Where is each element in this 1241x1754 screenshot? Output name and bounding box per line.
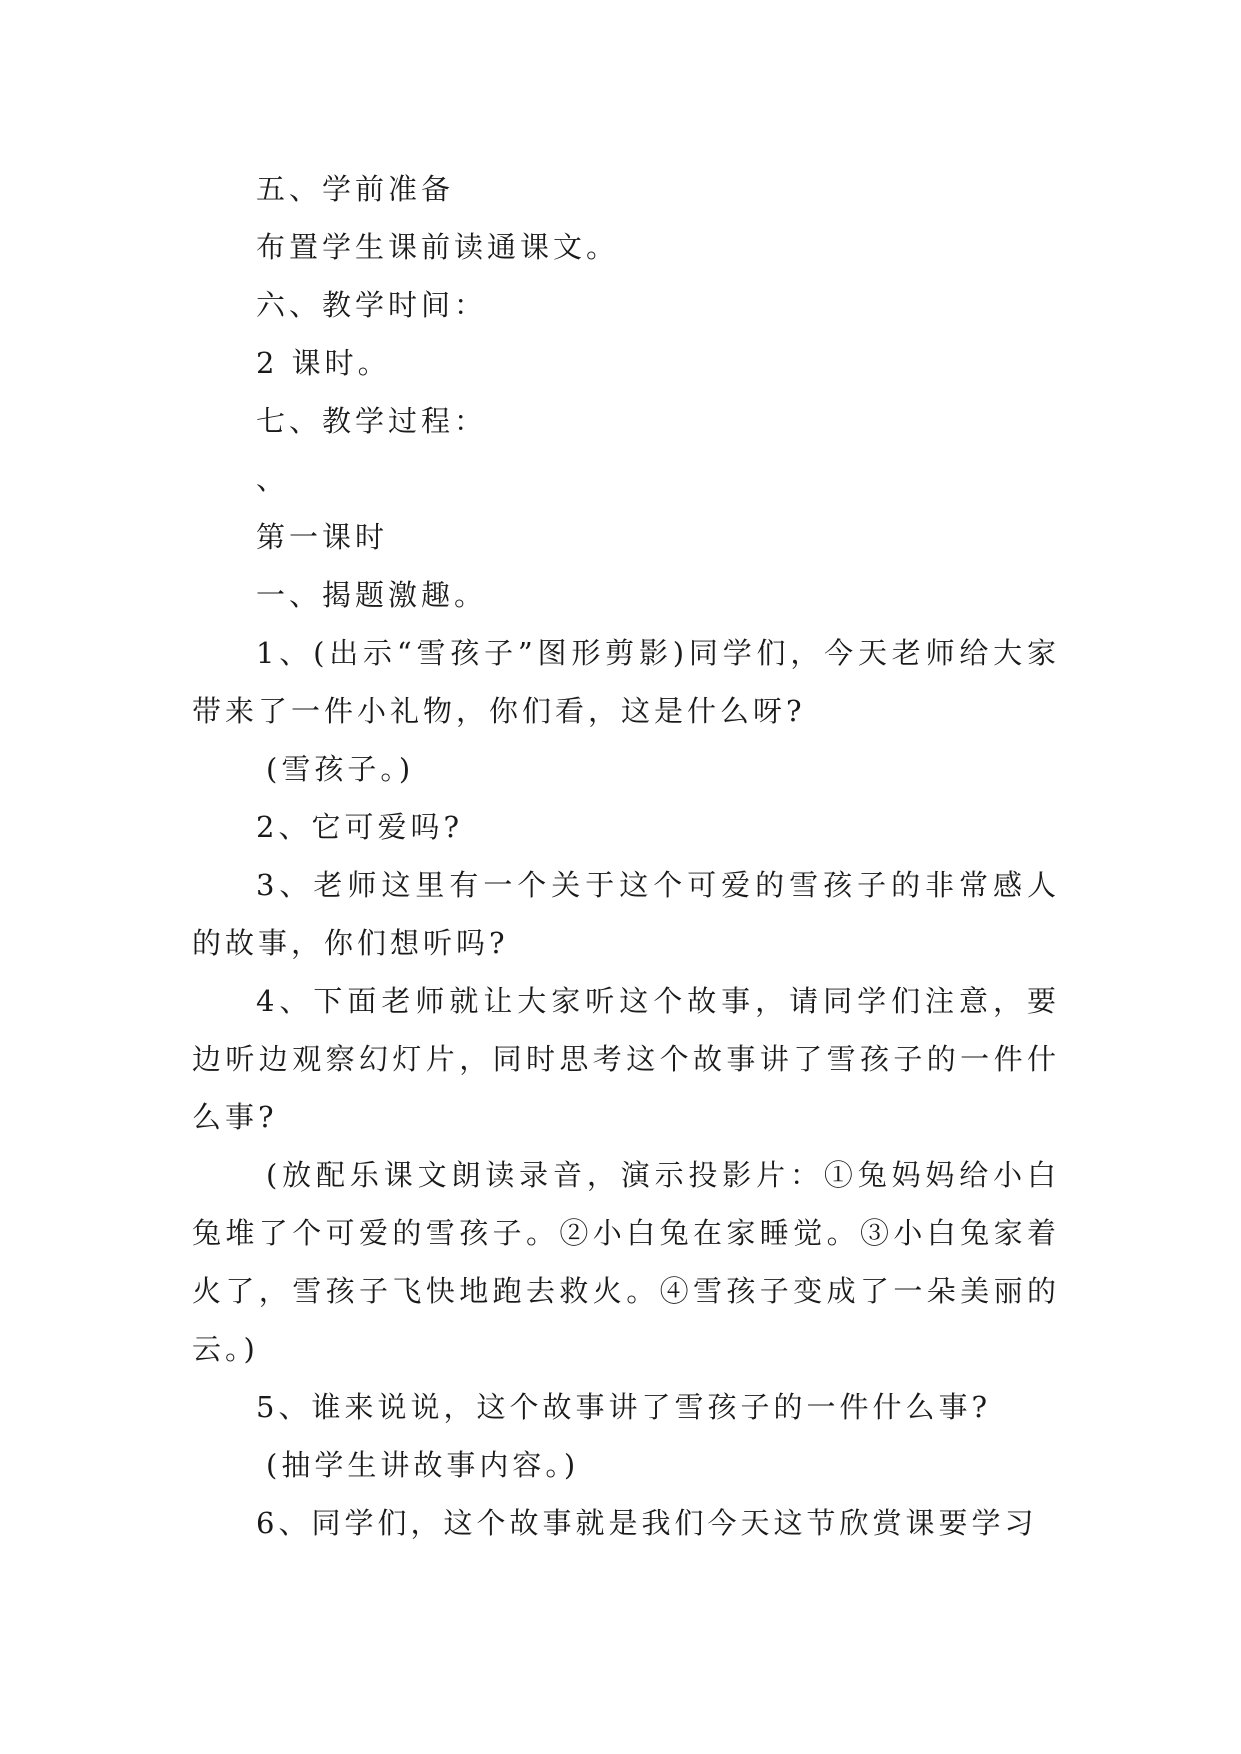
section-heading-prep: 五、学前准备 bbox=[256, 172, 455, 206]
paragraph: 2、它可爱吗? bbox=[256, 810, 463, 844]
body-text: 2 课时。 bbox=[256, 346, 391, 380]
paragraph: 6、同学们，这个故事就是我们今天这节欣赏课要学习 bbox=[256, 1506, 1038, 1540]
step-heading: 一、揭题激趣。 bbox=[256, 578, 488, 612]
paragraph: 4、下面老师就让大家听这个故事，请同学们注意，要边听边观察幻灯片，同时思考这个故事讲了雪孩子的一件什么事? bbox=[192, 984, 1060, 1134]
section-heading-process: 七、教学过程： bbox=[256, 404, 488, 438]
document-page bbox=[192, 160, 1060, 1552]
body-text: 布置学生课前读通课文。 bbox=[256, 230, 620, 264]
paragraph: 1、(出示“雪孩子”图形剪影)同学们，今天老师给大家带来了一件小礼物，你们看，这是什么呀? bbox=[192, 636, 1060, 728]
paragraph: 3、老师这里有一个关于这个可爱的雪孩子的非常感人的故事，你们想听吗? bbox=[192, 868, 1060, 960]
stray-mark: 、 bbox=[256, 462, 290, 496]
paragraph: 5、谁来说说，这个故事讲了雪孩子的一件什么事? bbox=[256, 1390, 991, 1424]
answer-text: (雪孩子。) bbox=[266, 752, 415, 786]
section-heading-time: 六、教学时间： bbox=[256, 288, 488, 322]
answer-text: (抽学生讲故事内容。) bbox=[266, 1448, 580, 1482]
paragraph: (放配乐课文朗读录音，演示投影片：①兔妈妈给小白兔堆了个可爱的雪孩子。②小白兔在家睡觉。③小白兔家着火了，雪孩子飞快地跑去救火。④雪孩子变成了一朵美丽的云。) bbox=[192, 1158, 1060, 1366]
lesson-heading: 第一课时 bbox=[256, 520, 389, 554]
